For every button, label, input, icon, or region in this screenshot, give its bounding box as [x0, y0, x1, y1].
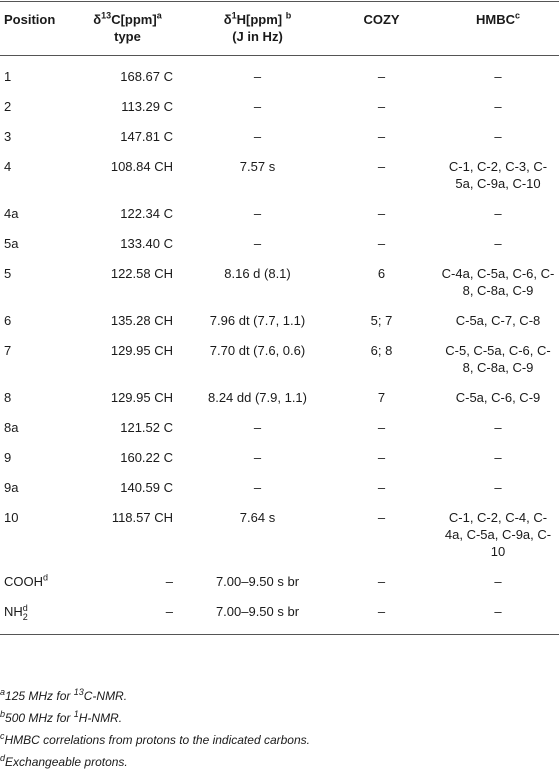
cell-position [0, 337, 66, 384]
cell-hmbc: – [494, 129, 502, 144]
cell-position [0, 504, 66, 568]
cell-cozy: 7 [377, 390, 386, 405]
cell-hmbc: C-5a, C-7, C-8 [455, 313, 541, 328]
header-c13-delta: δ [93, 12, 102, 27]
position-label: 9 [4, 450, 12, 465]
header-c13-footnote-mark: a [156, 10, 162, 21]
cell-position [0, 230, 66, 260]
footnote-text: Exchangeable protons. [5, 755, 128, 769]
cell-c13-shift: – [165, 604, 173, 619]
cell-cozy: – [377, 159, 386, 174]
cell-h1-shift: 7.57 s [239, 159, 276, 174]
footnote-superscript: 13 [73, 687, 84, 697]
position-label: 9a [4, 480, 19, 495]
table-row [0, 444, 559, 474]
cell-cozy: – [377, 574, 386, 589]
position-label: 4 [4, 159, 12, 174]
position-label: 10 [4, 510, 19, 525]
cell-cozy: 6 [377, 266, 386, 281]
cell-h1-shift: – [253, 69, 262, 84]
cell-h1-shift: – [253, 99, 262, 114]
cell-c13-shift: 118.57 CH [111, 510, 173, 525]
cell-hmbc: – [494, 480, 502, 495]
cell-position [0, 384, 66, 414]
table-row [0, 504, 559, 568]
cell-h1-shift: 7.64 s [239, 510, 276, 525]
table-row [0, 474, 559, 504]
cell-position [0, 200, 66, 230]
cell-h1-shift: – [253, 236, 262, 251]
footnote [0, 685, 559, 707]
table-row [0, 598, 559, 634]
footnote-mark: a [0, 687, 6, 697]
cell-c13-shift: 129.95 CH [110, 390, 173, 405]
cell-position [0, 153, 66, 200]
header-c13-type: type [114, 29, 141, 44]
cell-c13-shift: 108.84 CH [110, 159, 173, 174]
header-h1-delta: δ [223, 12, 232, 27]
header-h1 [189, 2, 326, 56]
table-body [0, 56, 559, 635]
position-script-stack [23, 604, 28, 622]
cell-hmbc: – [494, 450, 502, 465]
position-label: 1 [4, 69, 12, 84]
footnotes [0, 685, 559, 773]
table-row [0, 56, 559, 94]
header-row [0, 2, 559, 56]
footnote-text-tail: H-NMR. [78, 711, 123, 725]
cell-c13-shift: 168.67 C [120, 69, 173, 84]
cell-c13-shift: 147.81 C [120, 129, 173, 144]
footnote-mark: d [0, 753, 6, 763]
position-label: 8a [4, 420, 19, 435]
cell-h1-shift: 7.00–9.50 s br [215, 574, 300, 589]
position-label: 4a [4, 206, 19, 221]
table-row [0, 123, 559, 153]
cell-hmbc: C-5a, C-6, C-9 [455, 390, 541, 405]
cell-h1-shift: 7.70 dt (7.6, 0.6) [209, 343, 306, 358]
cell-h1-shift: 8.24 dd (7.9, 1.1) [207, 390, 307, 405]
cell-hmbc: – [494, 206, 502, 221]
cell-hmbc: – [494, 236, 502, 251]
cell-hmbc: – [494, 69, 502, 84]
header-cozy-label: COZY [363, 12, 400, 27]
header-position [0, 2, 66, 56]
cell-h1-shift: 7.00–9.50 s br [215, 604, 300, 619]
cell-hmbc: C-4a, C-5a, C-6, C-8, C-8a, C-9 [441, 266, 555, 298]
position-footnote-mark: d [43, 572, 49, 583]
position-label: 2 [4, 99, 12, 114]
position-label: 3 [4, 129, 12, 144]
footnote-text: 500 MHz for [5, 711, 74, 725]
footnote-text-tail: C-NMR. [83, 689, 128, 703]
header-h1-footnote-mark: b [285, 10, 292, 21]
header-position-label: Position [4, 12, 56, 27]
header-c13-sup: 13 [101, 10, 112, 21]
cell-h1-shift: – [253, 480, 262, 495]
cell-h1-shift: – [253, 129, 262, 144]
position-label: 8 [4, 390, 12, 405]
cell-cozy: 5; 7 [370, 313, 393, 328]
cell-cozy: – [377, 480, 386, 495]
header-c13-label: C[ppm] [111, 12, 157, 27]
table-row [0, 230, 559, 260]
position-label: 5 [4, 266, 12, 281]
cell-position [0, 568, 66, 598]
cell-cozy: – [377, 99, 386, 114]
header-hmbc [437, 2, 559, 56]
footnote-mark: b [0, 709, 6, 719]
cell-cozy: – [377, 69, 386, 84]
cell-c13-shift: 133.40 C [120, 236, 173, 251]
position-label: 6 [4, 313, 12, 328]
footnote-text: HMBC correlations from protons to the indicated carbons. [4, 733, 310, 747]
footnote [0, 729, 559, 751]
position-label: 7 [4, 343, 12, 358]
footnote-mark: c [0, 731, 5, 741]
header-h1-units: (J in Hz) [232, 29, 283, 44]
cell-position [0, 93, 66, 123]
header-h1-sup: 1 [231, 10, 237, 21]
table-row [0, 384, 559, 414]
footnote [0, 707, 559, 729]
table-row [0, 337, 559, 384]
cell-c13-shift: – [165, 574, 173, 589]
cell-hmbc: – [494, 604, 502, 619]
cell-cozy: – [377, 450, 386, 465]
cell-position [0, 444, 66, 474]
position-label: COOH [4, 574, 43, 589]
cell-h1-shift: – [253, 420, 262, 435]
table-row [0, 414, 559, 444]
header-cozy [326, 2, 437, 56]
table-row [0, 200, 559, 230]
table-row [0, 93, 559, 123]
cell-cozy: – [377, 206, 386, 221]
cell-c13-shift: 135.28 CH [110, 313, 173, 328]
cell-position [0, 260, 66, 307]
cell-h1-shift: – [253, 450, 262, 465]
cell-c13-shift: 122.34 C [120, 206, 173, 221]
table-row [0, 153, 559, 200]
cell-cozy: – [377, 510, 386, 525]
cell-hmbc: C-1, C-2, C-3, C-5a, C-9a, C-10 [448, 159, 548, 191]
cell-position [0, 598, 66, 634]
table-row [0, 260, 559, 307]
header-hmbc-label: HMBC [475, 12, 515, 27]
cell-c13-shift: 160.22 C [120, 450, 173, 465]
cell-h1-shift: – [253, 206, 262, 221]
footnote [0, 751, 559, 773]
table-row [0, 307, 559, 337]
cell-cozy: – [377, 420, 386, 435]
cell-position [0, 123, 66, 153]
header-h1-label: H[ppm] [236, 12, 283, 27]
cell-position [0, 414, 66, 444]
table-row [0, 568, 559, 598]
cell-hmbc: – [494, 574, 502, 589]
header-hmbc-footnote-mark: c [514, 10, 520, 21]
cell-c13-shift: 113.29 C [121, 99, 173, 114]
position-label: NH [4, 604, 23, 619]
cell-cozy: – [377, 604, 386, 619]
footnote-text: 125 MHz for [5, 689, 74, 703]
cell-cozy: – [377, 236, 386, 251]
cell-c13-shift: 121.52 C [120, 420, 173, 435]
nmr-data-table [0, 1, 559, 635]
position-label: 5a [4, 236, 19, 251]
cell-h1-shift: 8.16 d (8.1) [224, 266, 291, 281]
cell-c13-shift: 129.95 CH [110, 343, 173, 358]
cell-hmbc: C-1, C-2, C-4, C-4a, C-5a, C-9a, C-10 [444, 510, 552, 559]
cell-h1-shift: 7.96 dt (7.7, 1.1) [209, 313, 306, 328]
cell-cozy: 6; 8 [370, 343, 393, 358]
cell-hmbc: – [494, 99, 502, 114]
cell-cozy: – [377, 129, 386, 144]
cell-position [0, 56, 66, 94]
cell-c13-shift: 122.58 CH [110, 266, 173, 281]
position-footnote-mark: d [22, 602, 28, 613]
cell-position [0, 474, 66, 504]
footnote-superscript: 1 [73, 709, 79, 719]
header-c13 [66, 2, 189, 56]
cell-c13-shift: 140.59 C [120, 480, 173, 495]
position-subscript: 2 [22, 611, 28, 622]
cell-position [0, 307, 66, 337]
cell-hmbc: C-5, C-5a, C-6, C-8, C-8a, C-9 [445, 343, 551, 375]
table-header [0, 2, 559, 56]
cell-hmbc: – [494, 420, 502, 435]
